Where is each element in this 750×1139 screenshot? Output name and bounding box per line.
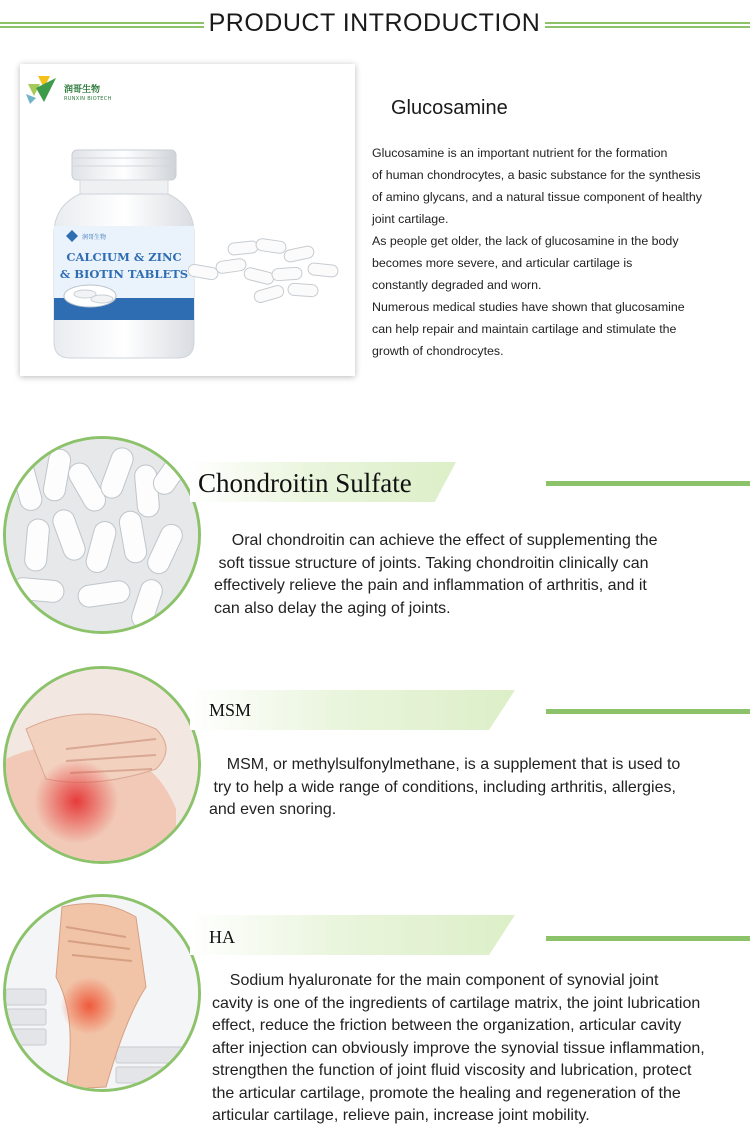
supplement-bottle (50, 144, 200, 364)
brand-mark-icon (26, 72, 60, 106)
product-name: Glucosamine (391, 97, 508, 119)
bottle-label-line1: CALCIUM & ZINC (66, 250, 182, 264)
chondroitin-pills-photo (3, 436, 201, 634)
section-title-ribbon (190, 915, 515, 955)
body-line: strengthen the function of joint fluid viscosity and lubrication, protect (212, 1062, 692, 1079)
page-title: PRODUCT INTRODUCTION (208, 9, 541, 37)
body-line: can also delay the aging of joints. (214, 599, 451, 617)
body-line: try to help a wide range of conditions, including arthritis, allergies, (209, 778, 676, 796)
description-line: Glucosamine is an important nutrient for the formation (372, 146, 668, 160)
body-line: effect, reduce the friction between the organization, articular cavity (212, 1017, 682, 1034)
description-line: becomes more severe, and articular cartilage is (372, 256, 633, 270)
body-line: Oral chondroitin can achieve the effect of supplementing the (214, 532, 658, 549)
description-line: growth of chondrocytes. (372, 344, 504, 358)
section-text-ha (212, 970, 747, 1128)
section-text-chondroitin (214, 530, 724, 620)
brand-logo (26, 72, 136, 112)
body-line: cavity is one of the ingredients of cartilage matrix, the joint lubrication (212, 994, 701, 1012)
body-line: articular cartilage, relieve pain, increase joint mobility. (212, 1107, 590, 1124)
tablets-illustration (188, 236, 348, 316)
body-line: MSM, or methylsulfonylmethane, is a supplement that is used to (209, 756, 681, 773)
section-text-msm (209, 754, 739, 822)
body-line: after injection can obviously improve the synovial tissue inflammation, (212, 1039, 705, 1057)
logo-english-text: RUNXIN BIOTECH (64, 96, 112, 102)
svg-text:润哥生物: 润哥生物 (82, 234, 107, 241)
description-line: Numerous medical studies have shown that glucosamine (372, 300, 685, 314)
description-line: As people get older, the lack of glucosamine in the body (372, 234, 679, 248)
section-rule (546, 936, 750, 941)
section-title-ha: HA (209, 927, 235, 947)
bottle-label-line2: & BIOTIN TABLETS (59, 267, 189, 281)
description-line: can help repair and maintain cartilage and stimulate the (372, 322, 677, 336)
section-title-chondroitin: Chondroitin Sulfate (198, 468, 412, 498)
product-image (20, 64, 355, 376)
description-line: joint cartilage. (372, 212, 449, 226)
header-rule-right (545, 22, 750, 28)
body-line: effectively relieve the pain and inflammation of arthritis, and it (214, 577, 647, 594)
body-line: Sodium hyaluronate for the main component of synovial joint (212, 972, 659, 989)
logo-chinese-text: 润哥生物 (64, 85, 101, 95)
body-line: and even snoring. (209, 801, 337, 818)
description-line: constantly degraded and worn. (372, 278, 542, 292)
section-rule (546, 481, 750, 486)
msm-joint-pain-photo (3, 666, 201, 864)
section-rule (546, 709, 750, 714)
description-line: of human chondrocytes, a basic substance for the synthesis (372, 168, 701, 182)
body-line: soft tissue structure of joints. Taking chondroitin clinically can (214, 554, 649, 572)
body-line: the articular cartilage, promote the healing and regeneration of the (212, 1084, 681, 1102)
product-description (372, 142, 750, 362)
description-line: of amino glycans, and a natural tissue component of healthy (372, 190, 702, 204)
ha-wrist-pain-photo (3, 894, 201, 1092)
header-rule-left (0, 22, 204, 28)
section-title-msm: MSM (209, 700, 252, 720)
